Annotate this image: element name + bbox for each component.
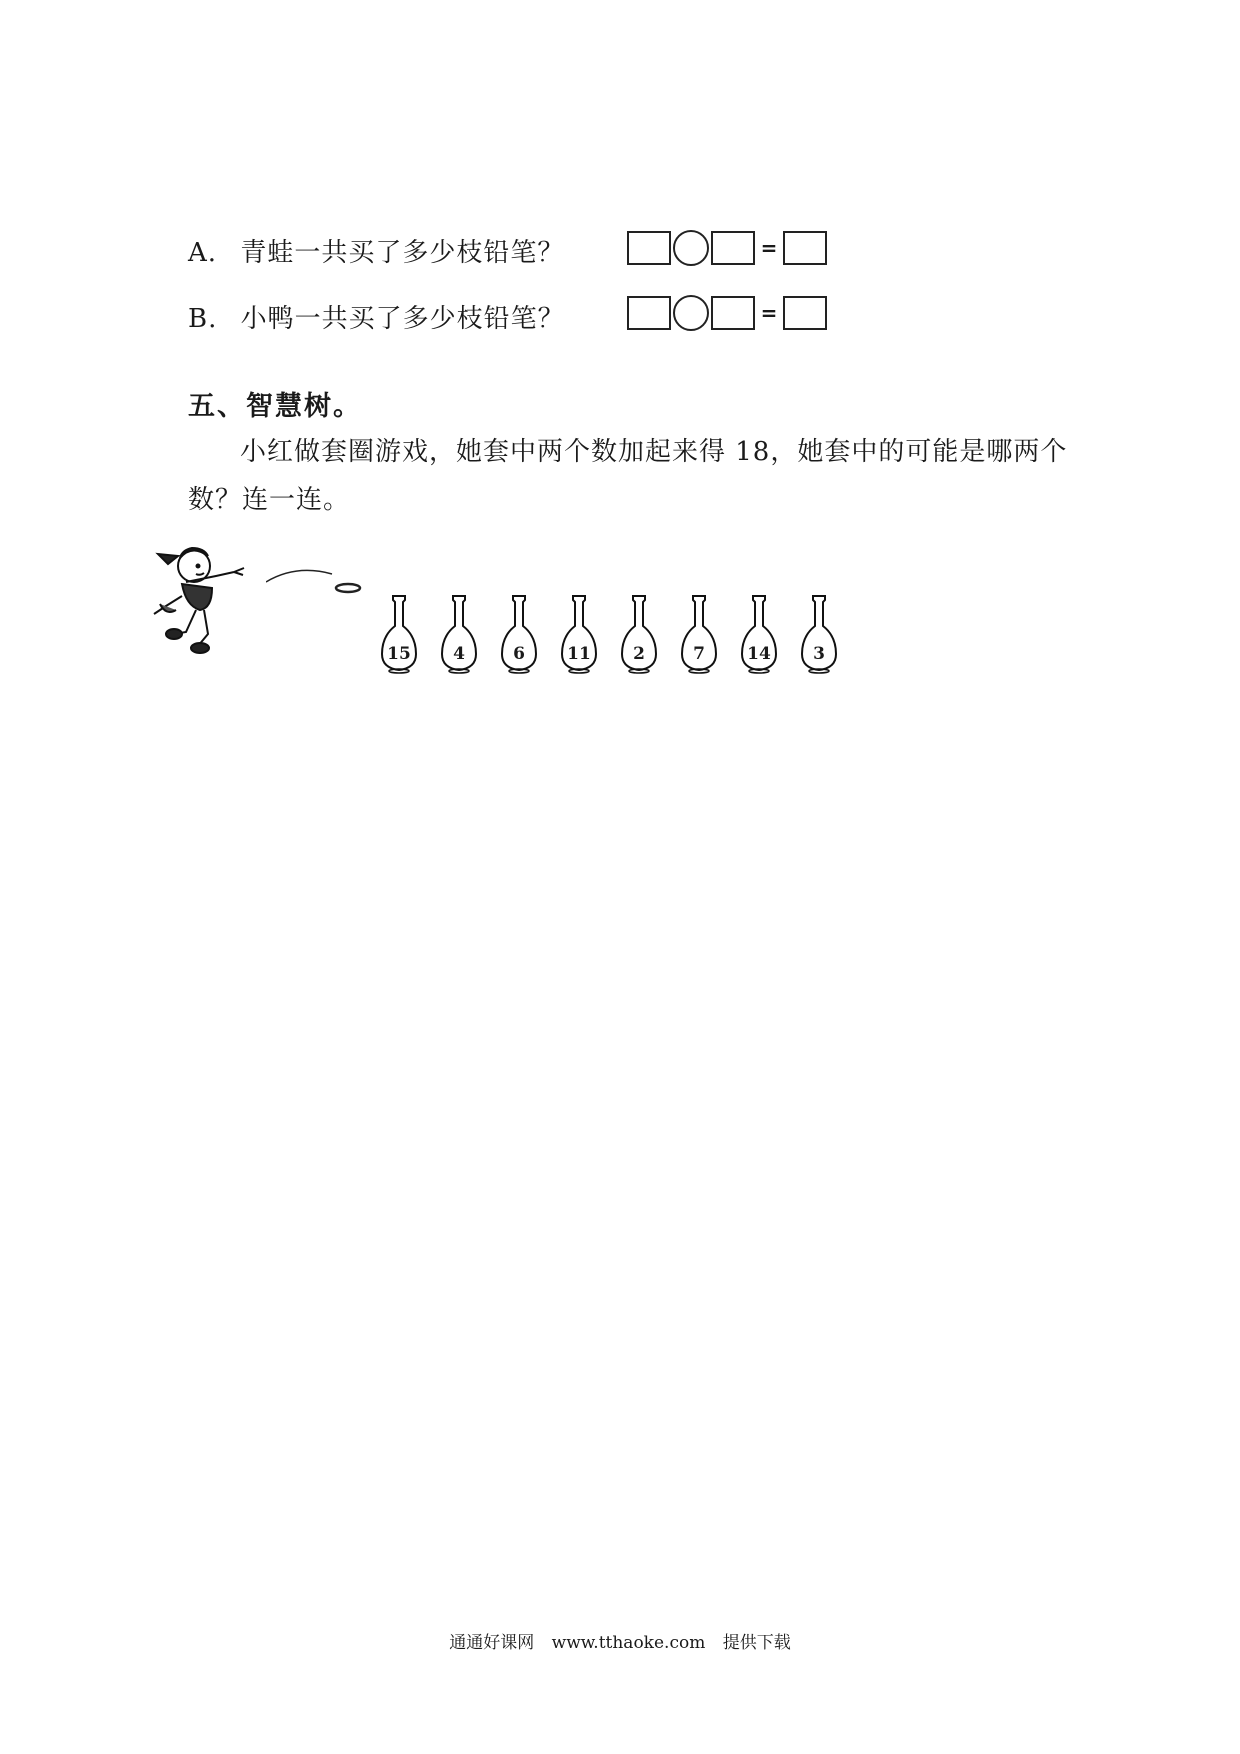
answer-box-a2[interactable] (711, 231, 755, 265)
vase-4[interactable] (436, 592, 482, 674)
vase-number: 7 (693, 644, 705, 664)
section-title: 五、智慧树。 (188, 391, 362, 422)
ring-icon (336, 584, 360, 592)
answer-box-a1[interactable] (627, 231, 671, 265)
question-a-text: 青蛙一共买了多少枝铅笔？ (240, 238, 565, 268)
vase-number: 6 (513, 644, 525, 664)
vase-6[interactable] (496, 592, 542, 674)
answer-box-b2[interactable] (711, 296, 755, 330)
equals-sign-a: = (760, 236, 778, 260)
question-a (188, 232, 564, 269)
question-a-label: A. (188, 238, 218, 268)
vase-3[interactable] (796, 592, 842, 674)
answer-box-b1[interactable] (627, 296, 671, 330)
equation-b (627, 293, 827, 333)
question-b-text: 小鸭一共买了多少枝铅笔？ (240, 304, 565, 334)
equals-sign-b: = (760, 301, 778, 325)
throw-arc (266, 560, 376, 600)
vase-number: 14 (747, 644, 771, 664)
vase-number: 3 (813, 644, 825, 664)
vase-number: 4 (453, 644, 465, 664)
vase-number: 2 (633, 644, 645, 664)
footer-note: 提供下载 (722, 1633, 791, 1653)
operator-circle-b[interactable] (673, 295, 709, 331)
footer-site-name: 通通好课网 (449, 1633, 535, 1653)
vase-11[interactable] (556, 592, 602, 674)
question-b (188, 298, 565, 335)
footer-url[interactable]: www.tthaoke.com (551, 1633, 706, 1653)
vase-2[interactable] (616, 592, 662, 674)
result-box-b[interactable] (783, 296, 827, 330)
vase-15[interactable] (376, 592, 422, 674)
vase-7[interactable] (676, 592, 722, 674)
vase-number: 15 (387, 644, 411, 664)
vase-number: 11 (567, 644, 591, 664)
vase-14[interactable] (736, 592, 782, 674)
result-box-a[interactable] (783, 231, 827, 265)
problem-paragraph: 小红做套圈游戏，她套中两个数加起来得 18，她套中的可能是哪两个数？连一连。 (188, 437, 1068, 515)
girl-throwing-ring-illustration (146, 536, 266, 666)
question-b-label: B. (188, 304, 218, 334)
equation-a (627, 228, 827, 268)
page-footer (0, 1628, 1240, 1653)
operator-circle-a[interactable] (673, 230, 709, 266)
